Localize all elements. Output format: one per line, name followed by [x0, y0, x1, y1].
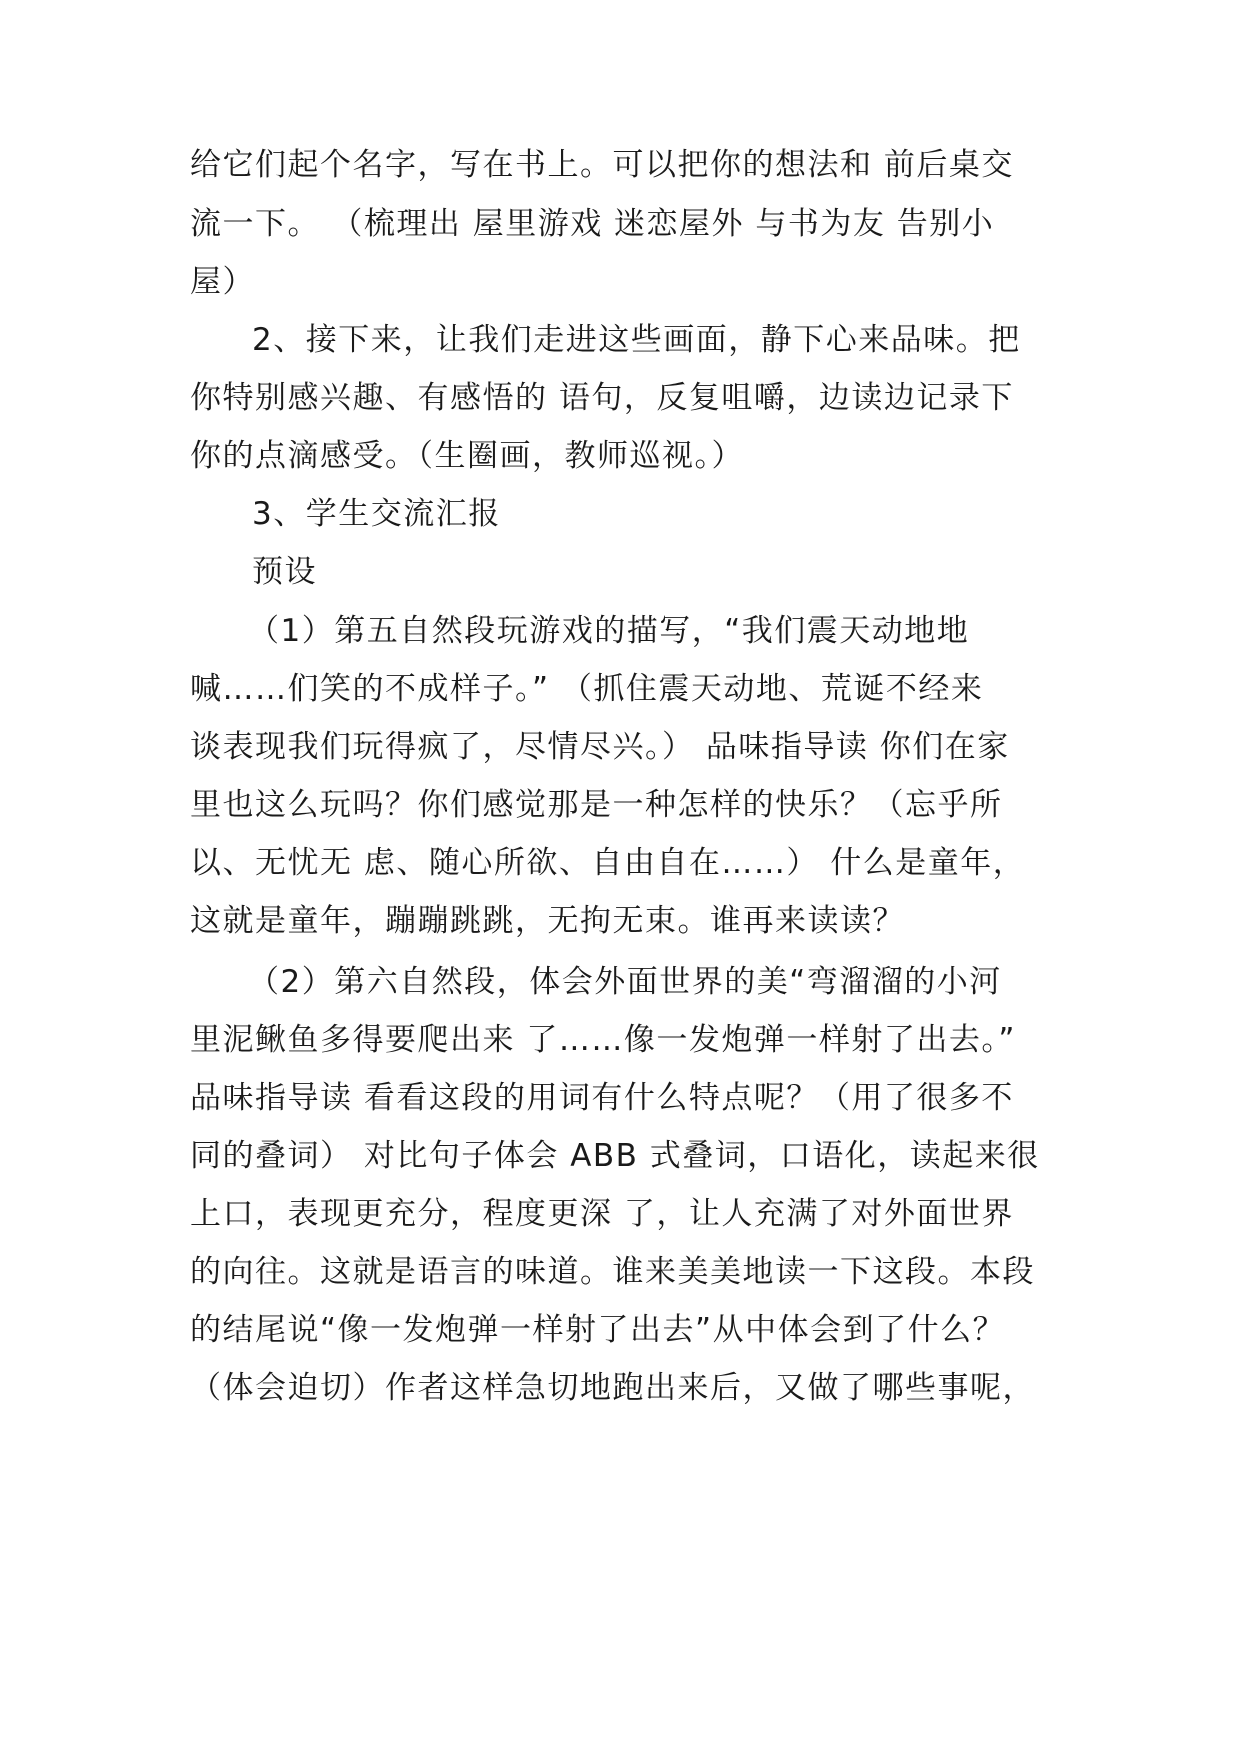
- text-line: （体会迫切）作者这样急切地跑出来后，又做了哪些事呢，: [190, 1370, 1035, 1406]
- text-line: （2）第六自然段，体会外面世界的美“弯溜溜的小河: [248, 964, 1002, 1000]
- text-line: 的向往。这就是语言的味道。谁来美美地读一下这段。本段: [190, 1254, 1035, 1290]
- text-line: 3、学生交流汇报: [252, 496, 501, 532]
- text-line: 喊……们笑的不成样子。” （抓住震天动地、荒诞不经来: [190, 671, 984, 707]
- text-line: 谈表现我们玩得疯了，尽情尽兴。） 品味指导读 你们在家: [190, 729, 1010, 765]
- text-line: 给它们起个名字，写在书上。可以把你的想法和 前后桌交: [190, 147, 1014, 183]
- text-line: 你特别感兴趣、有感悟的 语句，反复咀嚼，边读边记录下: [190, 380, 1014, 416]
- text-line: 2、接下来，让我们走进这些画面，静下心来品味。把: [252, 322, 1021, 358]
- text-line: 屋）: [190, 264, 255, 300]
- text-line: 上口，表现更充分，程度更深 了，让人充满了对外面世界: [190, 1196, 1014, 1232]
- text-line: 里也这么玩吗？你们感觉那是一种怎样的快乐？（忘乎所: [190, 787, 1003, 823]
- text-line: 的结尾说“像一发炮弹一样射了出去”从中体会到了什么？: [190, 1312, 1006, 1348]
- text-line: 这就是童年，蹦蹦跳跳，无拘无束。谁再来读读？: [190, 903, 905, 939]
- text-line: 流一下。 （梳理出 屋里游戏 迷恋屋外 与书为友 告别小: [190, 206, 995, 242]
- text-line: 同的叠词） 对比句子体会 ABB 式叠词，口语化，读起来很: [190, 1138, 1040, 1174]
- text-line: 你的点滴感受。（生圈画，教师巡视。）: [190, 438, 744, 474]
- text-line: 品味指导读 看看这段的用词有什么特点呢？（用了很多不: [190, 1080, 1014, 1116]
- text-line: 以、无忧无 虑、随心所欲、自由自在……） 什么是童年，: [190, 845, 1026, 881]
- text-line: 预设: [252, 554, 317, 590]
- text-line: （1）第五自然段玩游戏的描写，“我们震天动地地: [248, 613, 970, 649]
- text-line: 里泥鳅鱼多得要爬出来 了……像一发炮弹一样射了出去。”: [190, 1022, 1016, 1058]
